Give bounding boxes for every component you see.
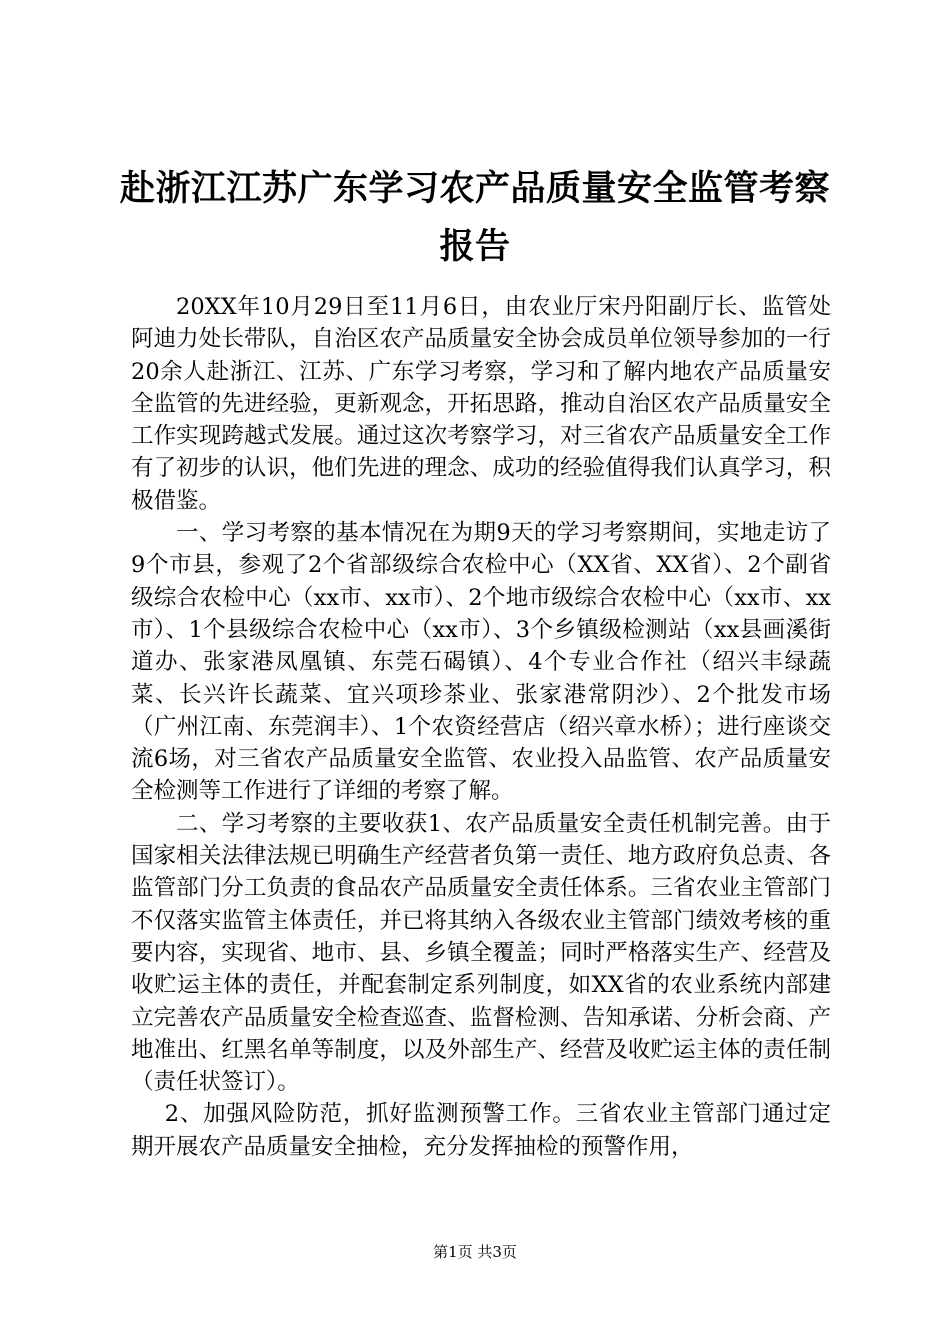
paragraph-section-1: 一、学习考察的基本情况在为期9天的学习考察期间，实地走访了9个市县，参观了2个省部级综合农检中心（XX省、XX省）、2个副省级综合农检中心（xx市、xx市）、2个地市级综合农检中心（xx市、xx市）、1个县级综合农检中心（xx市）、3个乡镇级检测站（xx县画溪街道办、张家港凤凰镇、东莞石碣镇）、4个专业合作社（绍兴丰绿蔬菜、长兴许长蔬菜、宜兴项珍茶业、张家港常阴沙）、2个批发市场（广州江南、东莞润丰）、1个农资经营店（绍兴章水桥）；进行座谈交流6场，对三省农产品质量安全监管、农业投入品监管、农产品质量安全检测等工作进行了详细的考察了解。 <box>131 520 831 805</box>
paragraph-section-2: 二、学习考察的主要收获1、农产品质量安全责任机制完善。由于国家相关法律法规已明确生产经营者负第一责任、地方政府负总责、各监管部门分工负责的食品农产品质量安全责任体系。三省农业主管部门不仅落实监管主体责任，并已将其纳入各级农业主管部门绩效考核的重要内容，实现省、地市、县、乡镇全覆盖；同时严格落实生产、经营及收贮运主体的责任，并配套制定系列制度，如XX省的农业系统内部建立完善农产品质量安全检查巡查、监督检测、告知承诺、分析会商、产地准出、红黑名单等制度，以及外部生产、经营及收贮运主体的责任制（责任状签订）。 <box>131 810 831 1096</box>
document-title: 赴浙江江苏广东学习农产品质量安全监管考察报告 <box>120 169 831 267</box>
paragraph-intro: 20XX年10月29日至11月6日，由农业厅宋丹阳副厅长、监管处阿迪力处长带队，自治区农产品质量安全协会成员单位领导参加的一行20余人赴浙江、江苏、广东学习考察，学习和了解内地农产品质量安全监管的先进经验，更新观念，开拓思路，推动自治区农产品质量安全工作实现跨越式发展。通过这次考察学习，对三省农产品质量安全工作有了初步的认识，他们先进的理念、成功的经验值得我们认真学习，积极借鉴。 <box>131 294 831 514</box>
paragraph-section-2-item-2: 2、加强风险防范，抓好监测预警工作。三省农业主管部门通过定期开展农产品质量安全抽检，充分发挥抽检的预警作用， <box>131 1101 831 1160</box>
document-body <box>131 291 831 1163</box>
page-footer: 第1页 共3页 <box>433 1243 517 1261</box>
